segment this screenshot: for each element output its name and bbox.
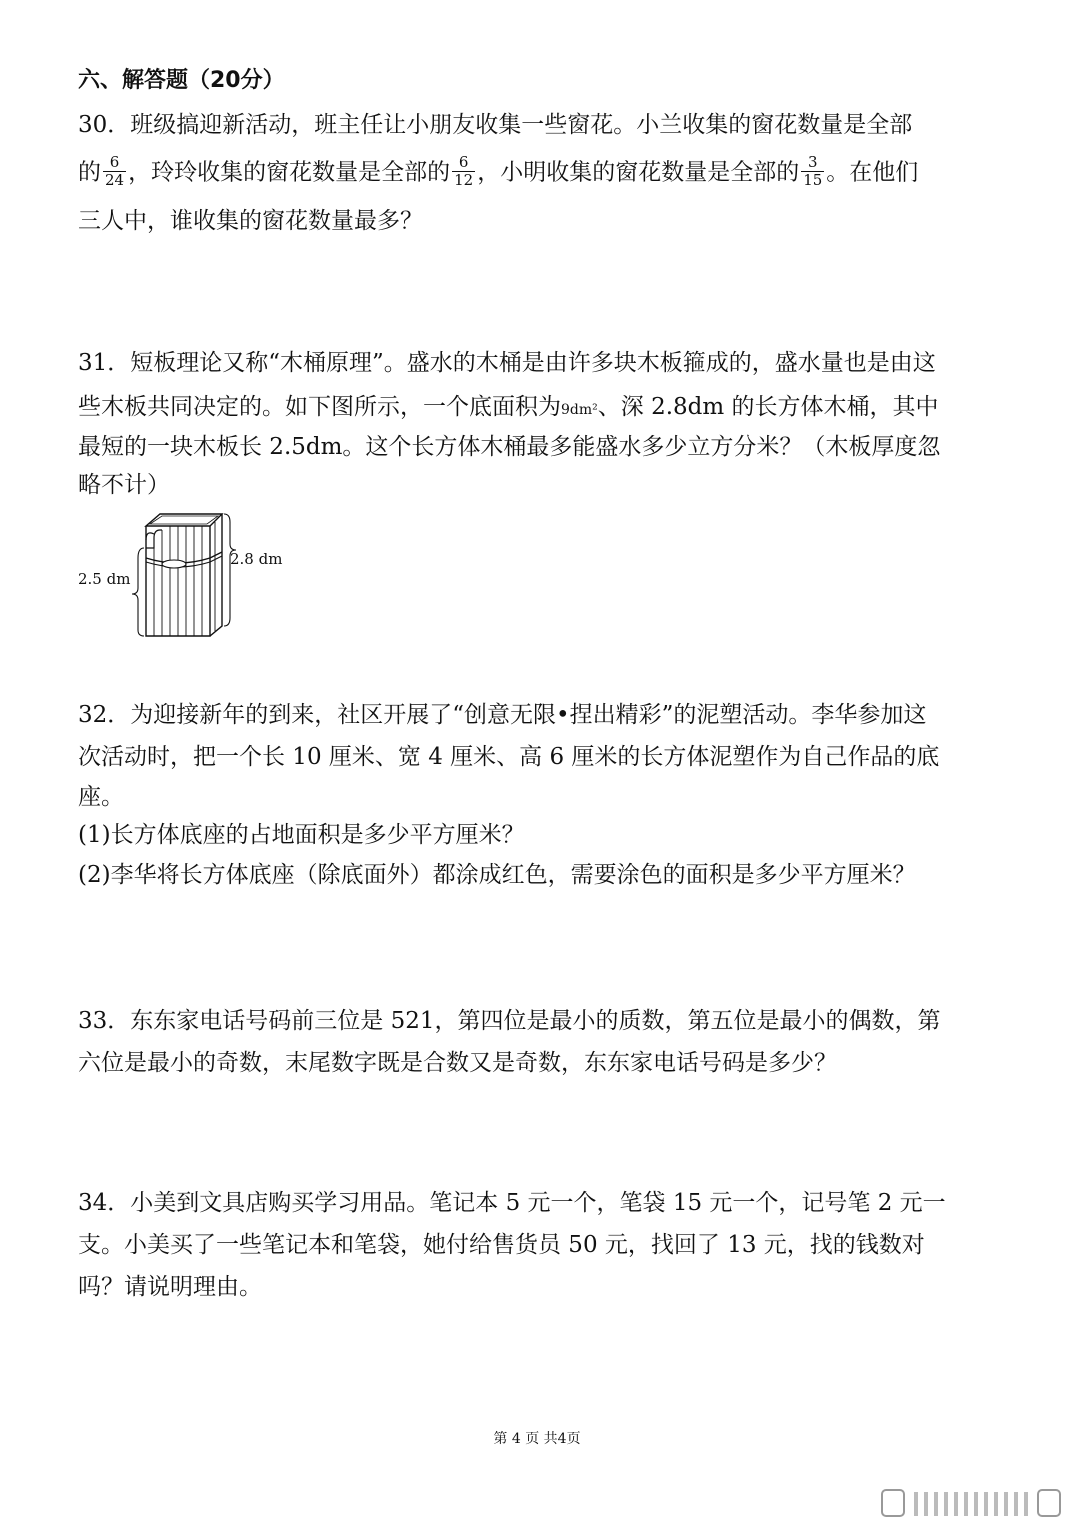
q31-line-3: 最短的一块木板长 2.5dm。这个长方体木桶最多能盛水多少立方分米？（木板厚度忽 [78, 434, 941, 460]
q31-line-2 [78, 392, 939, 425]
handle-loop [146, 533, 154, 540]
label-bucket-depth: 2.8 dm [230, 550, 283, 568]
right-brace [224, 514, 236, 626]
fraction-6-12 [452, 154, 475, 189]
bucket-figure [74, 508, 314, 648]
section-heading: 六、解答题（20分） [78, 68, 285, 93]
q30-text-a: 的 [78, 159, 101, 186]
bucket-staves [154, 522, 215, 636]
fraction-numerator: 6 [103, 154, 126, 172]
q31-text-b: 、深 2.8dm 的长方体木桶，其中 [597, 394, 939, 420]
fraction-numerator: 6 [452, 154, 475, 172]
fraction-3-15 [801, 154, 824, 189]
q33-line-1: 33．东东家电话号码前三位是 521，第四位是最小的质数，第五位是最小的偶数，第 [78, 1008, 941, 1034]
fraction-numerator: 3 [801, 154, 824, 172]
q31-line-4: 略不计） [78, 472, 170, 498]
q32-line-1: 32．为迎接新年的到来，社区开展了“创意无限•捏出精彩”的泥塑活动。李华参加这 [78, 702, 927, 728]
page-number: 第 4 页 共4页 [493, 1431, 581, 1447]
q30-text-c: ，小明收集的窗花数量是全部的 [477, 159, 800, 186]
q32-sub-1: (1)长方体底座的占地面积是多少平方厘米？ [78, 822, 525, 848]
fraction-denominator: 15 [803, 171, 823, 189]
q30-text-d: 。在他们 [826, 159, 919, 186]
q33-line-2: 六位是最小的奇数，末尾数字既是合数又是奇数，东东家电话号码是多少？ [78, 1050, 837, 1076]
q32-line-2: 次活动时，把一个长 10 厘米、宽 4 厘米、高 6 厘米的长方体泥塑作为自己作品的底 [78, 744, 940, 770]
label-short-plank: 2.5 dm [78, 570, 131, 588]
bucket-rim-inner [150, 516, 218, 524]
q32-sub-2: (2)李华将长方体底座（除底面外）都涂成红色，需要涂色的面积是多少平方厘米？ [78, 862, 916, 888]
q34-line-3: 吗？请说明理由。 [78, 1274, 262, 1300]
fraction-6-24 [103, 154, 126, 189]
left-brace [132, 548, 144, 636]
q30-line-3: 三人中，谁收集的窗花数量最多？ [78, 208, 423, 234]
fraction-denominator: 12 [454, 171, 474, 189]
q31-text-a: 些木板共同决定的。如下图所示，一个底面积为 [78, 394, 561, 420]
q34-line-1: 34．小美到文具店购买学习用品。笔记本 5 元一个，笔袋 15 元一个，记号笔 2 元一 [78, 1190, 946, 1216]
hoop-buckle [162, 560, 186, 568]
q30-text-b: ，玲玲收集的窗花数量是全部的 [128, 159, 451, 186]
q30-line-1: 30．班级搞迎新活动，班主任让小朋友收集一些窗花。小兰收集的窗花数量是全部 [78, 112, 913, 138]
q31-base-area: 9dm² [561, 402, 598, 418]
bucket-side [210, 514, 222, 636]
fraction-denominator: 24 [105, 171, 125, 189]
q32-line-3: 座。 [78, 784, 124, 810]
q30-line-2 [78, 153, 919, 191]
q31-line-1: 31．短板理论又称“木桶原理”。盛水的木桶是由许多块木板箍成的，盛水量也是由这 [78, 350, 936, 376]
watermark-icon [872, 1488, 1072, 1518]
q34-line-2: 支。小美买了一些笔记本和笔袋，她付给售货员 50 元，找回了 13 元，找的钱数对 [78, 1232, 925, 1258]
